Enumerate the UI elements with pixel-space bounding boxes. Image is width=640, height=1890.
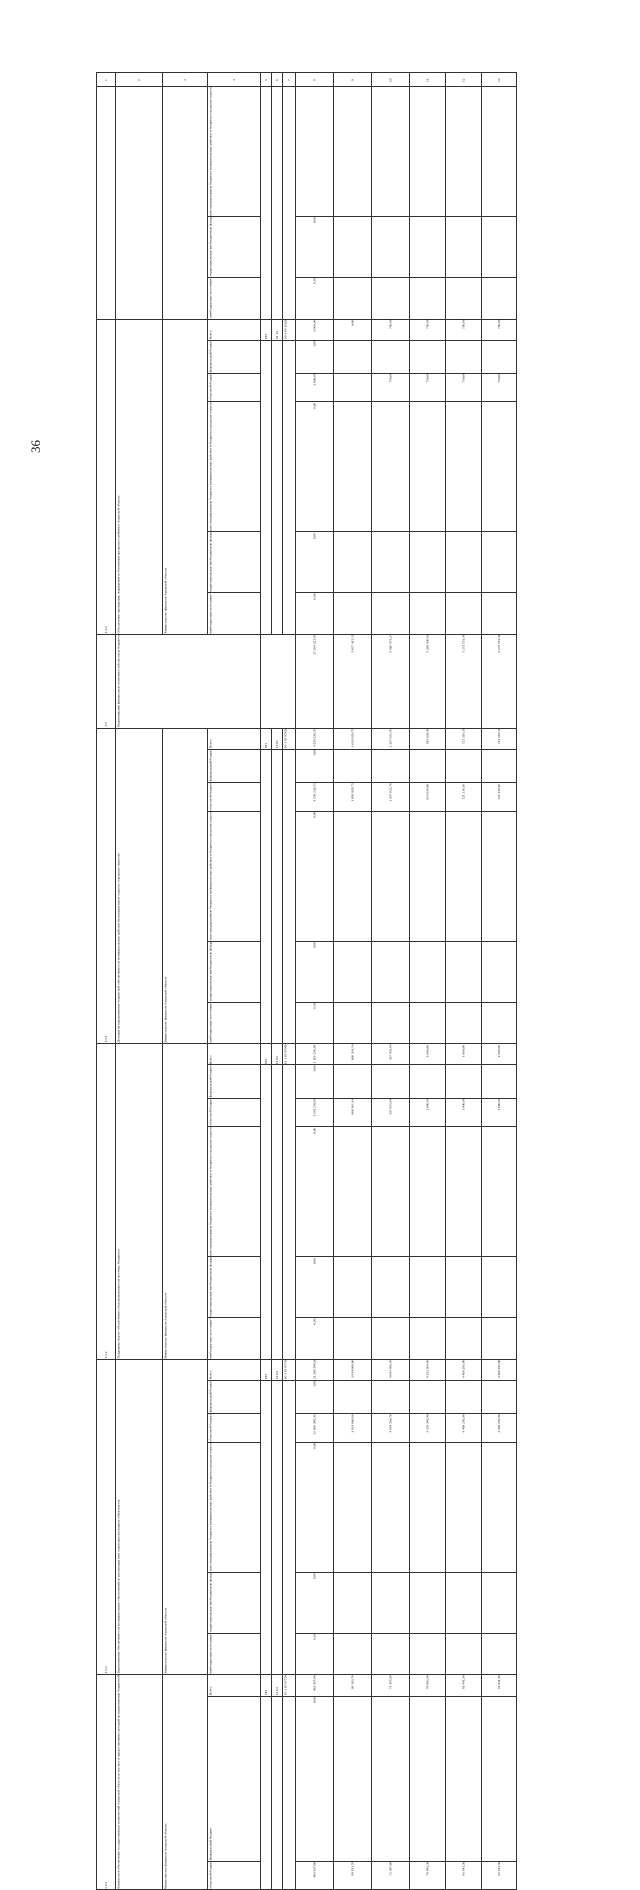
- amount-cell: [446, 340, 482, 373]
- amount-cell: [372, 532, 410, 593]
- funding-source-cell: территориальные внебюджетные фонды: [208, 532, 261, 593]
- funding-row: [97, 1359, 517, 1380]
- amount-cell: [446, 1380, 482, 1413]
- amount-cell: [446, 1696, 482, 1861]
- amount-cell: [334, 1442, 372, 1572]
- budget-table-body: [97, 73, 517, 1890]
- amount-cell: 0,00: [296, 593, 334, 635]
- amount-cell: [482, 277, 517, 319]
- funding-source-cell: территориальные внебюджетные фонды: [208, 1257, 261, 1318]
- rzpr-cell: [272, 1696, 283, 1890]
- amount-cell: 4 094 506,70: [372, 1414, 410, 1443]
- amount-cell: 0,00: [296, 811, 334, 941]
- amount-cell: [334, 1696, 372, 1861]
- rzpr-cell: [272, 749, 283, 1043]
- amount-cell: [334, 593, 372, 635]
- amount-cell: [446, 1065, 482, 1098]
- header-number-cell: 11: [410, 73, 446, 87]
- measure-number-cell: 1.5.3: [97, 1359, 116, 1675]
- amount-cell: [482, 1002, 517, 1044]
- funding-source-cell: внебюджетные источники*: [208, 1633, 261, 1675]
- funding-source-cell: внебюджетные источники*: [208, 277, 261, 319]
- amount-cell: 78 983,30: [410, 1675, 446, 1696]
- amount-cell: 1 000,00: [482, 1044, 517, 1065]
- amount-cell: 81 941,50: [446, 1675, 482, 1696]
- amount-cell: 3 000,00: [296, 319, 334, 340]
- amount-cell: 721 318,10: [446, 783, 482, 812]
- amount-cell: [334, 532, 372, 593]
- amount-cell: 4 469 291,80: [482, 1414, 517, 1443]
- amount-cell: [446, 1127, 482, 1257]
- amount-cell: 0,00: [296, 1257, 334, 1318]
- amount-cell: 3 814 000,60: [334, 1414, 372, 1443]
- amount-cell: [446, 1318, 482, 1360]
- funding-source-cell: Всего: [208, 728, 261, 749]
- csr-cell: 10 1 05 87720: [283, 1675, 296, 1696]
- amount-cell: [372, 402, 410, 532]
- measure-number-cell: 1.5.2: [97, 1044, 116, 1360]
- amount-cell: 4 094 506,70: [372, 1359, 410, 1380]
- funding-source-cell: областной бюджет: [208, 1414, 261, 1443]
- amount-cell: 3 814 000,60: [334, 1359, 372, 1380]
- amount-cell: 1 000,00: [446, 1098, 482, 1127]
- amount-cell: 0,00: [296, 1442, 334, 1572]
- amount-cell: [446, 593, 482, 635]
- amount-cell: 750,00: [372, 373, 410, 402]
- measure-name-cell: Финансовое обеспечение государственных полномочий Амурской области по расчету и предоставлению дотаций на выравнивание бюджетной: [116, 1675, 163, 1890]
- amount-cell: [334, 373, 372, 402]
- amount-cell: [334, 277, 372, 319]
- amount-cell: 1 093 929,75: [334, 728, 372, 749]
- funding-row: [97, 319, 517, 340]
- amount-cell: 750,00: [372, 319, 410, 340]
- amount-cell: 4 469 291,80: [446, 1359, 482, 1380]
- amount-cell: 4 469 291,80: [446, 1414, 482, 1443]
- amount-cell: [446, 1633, 482, 1675]
- amount-cell: 5 273 551,40: [482, 634, 517, 728]
- funding-source-cell: Всего: [208, 319, 261, 340]
- amount-cell: [334, 1002, 372, 1044]
- amount-cell: [482, 1380, 517, 1413]
- csr-cell: 10 1 05 87710: [283, 1359, 296, 1380]
- header-number-cell: 7: [283, 73, 296, 87]
- amount-cell: 0,00: [334, 319, 372, 340]
- amount-cell: 4 469 291,80: [482, 1359, 517, 1380]
- amount-cell: 1 000,00: [482, 1098, 517, 1127]
- amount-cell: [410, 1380, 446, 1413]
- amount-cell: 4 353 308,40: [410, 1414, 446, 1443]
- amount-cell: [446, 1257, 482, 1318]
- executor-cell: Министерство финансов Амурской области: [163, 319, 208, 634]
- funding-source-cell: областной бюджет: [208, 1098, 261, 1127]
- funding-source-cell: областной бюджет: [208, 373, 261, 402]
- header-number-cell: 6: [272, 73, 283, 87]
- grbs-cell: 015: [261, 728, 272, 749]
- rzpr-cell: 01 13: [272, 319, 283, 340]
- amount-cell: [334, 1065, 372, 1098]
- amount-cell: [372, 1633, 410, 1675]
- amount-cell: [482, 402, 517, 532]
- funding-source-cell: областной бюджет: [208, 783, 261, 812]
- funding-source-cell: Всего: [208, 1044, 261, 1065]
- amount-cell: [482, 1065, 517, 1098]
- amount-cell: [372, 941, 410, 1002]
- amount-cell: 660 301,14: [334, 1044, 372, 1065]
- amount-cell: [446, 749, 482, 782]
- amount-cell: [410, 1696, 446, 1861]
- amount-cell: [410, 216, 446, 277]
- amount-cell: 0,00: [296, 1696, 334, 1861]
- continuation-row: [97, 87, 517, 217]
- amount-cell: [296, 87, 334, 217]
- rzpr-cell: 14 01: [272, 728, 283, 749]
- amount-cell: 0,00: [296, 216, 334, 277]
- amount-cell: [482, 87, 517, 217]
- amount-cell: 81 941,50: [482, 1861, 517, 1890]
- amount-cell: 437 955,84: [372, 1044, 410, 1065]
- executor-cell: Министерство финансов Амурской области: [163, 1044, 208, 1360]
- csr-cell: [283, 87, 296, 320]
- amount-cell: 21 200 399,30: [296, 1414, 334, 1443]
- grbs-cell: [261, 1380, 272, 1674]
- amount-cell: 0,00: [296, 1002, 334, 1044]
- amount-cell: 5 288 930,60: [410, 634, 446, 728]
- csr-cell: 10 1 05 87020: [283, 728, 296, 749]
- amount-cell: [372, 277, 410, 319]
- measure-number-cell: 1.4.2: [97, 319, 116, 634]
- grbs-cell: 015: [261, 1359, 272, 1380]
- header-number-cell: 5: [261, 73, 272, 87]
- amount-cell: [410, 1257, 446, 1318]
- funding-source-cell: территориальные внебюджетные фонды: [208, 1572, 261, 1633]
- amount-cell: [334, 87, 372, 217]
- amount-cell: [482, 811, 517, 941]
- amount-cell: 27 264 323,83: [296, 634, 334, 728]
- amount-cell: [334, 1572, 372, 1633]
- amount-cell: 71 387,00: [372, 1675, 410, 1696]
- rzpr-cell: [272, 87, 283, 320]
- amount-cell: 0,00: [296, 277, 334, 319]
- amount-cell: 71 387,00: [372, 1861, 410, 1890]
- section-summary-row: [97, 634, 517, 728]
- amount-cell: [372, 1318, 410, 1360]
- header-number-cell: 1: [97, 73, 116, 87]
- amount-cell: [410, 532, 446, 593]
- rzpr-cell: 14 03: [272, 1359, 283, 1380]
- amount-cell: 5 657 415,19: [334, 634, 372, 728]
- amount-cell: [482, 749, 517, 782]
- amount-cell: 4 353 308,40: [410, 1359, 446, 1380]
- funding-row: [97, 1044, 517, 1065]
- amount-cell: [410, 402, 446, 532]
- rzpr-cell: 14 02: [272, 1044, 283, 1065]
- executor-cell: Министерство финансов Амурской области: [163, 1359, 208, 1675]
- continuation-name-cell: [116, 87, 163, 320]
- amount-cell: 0,00: [296, 1380, 334, 1413]
- amount-cell: [334, 749, 372, 782]
- amount-cell: 1 207 025,70: [372, 728, 410, 749]
- grbs-cell: 015: [261, 1675, 272, 1696]
- amount-cell: [446, 402, 482, 532]
- funding-source-cell: консолидированные бюджеты муниципальных районов и бюджеты городских округов: [208, 87, 261, 217]
- amount-cell: [372, 340, 410, 373]
- amount-cell: [410, 1572, 446, 1633]
- funding-source-cell: внебюджетные источники*: [208, 1002, 261, 1044]
- amount-cell: [372, 1002, 410, 1044]
- measure-number-cell: 1.5.1: [97, 728, 116, 1044]
- amount-cell: [372, 1696, 410, 1861]
- amount-cell: 0,00: [296, 1633, 334, 1675]
- amount-cell: 3 000,00: [296, 373, 334, 402]
- measure-name-cell: Дотация на выравнивание бюджетной обеспеченности муниципальных районов (муниципальных округов, городских округов): [116, 728, 163, 1044]
- amount-cell: 750,00: [482, 319, 517, 340]
- amount-cell: 0,00: [296, 1318, 334, 1360]
- csr-cell: [283, 1380, 296, 1674]
- amount-cell: [482, 941, 517, 1002]
- csr-cell: [283, 1696, 296, 1890]
- header-number-cell: 2: [116, 73, 163, 87]
- amount-cell: [372, 1065, 410, 1098]
- grbs-cell: 015: [261, 1044, 272, 1065]
- amount-cell: [482, 532, 517, 593]
- amount-cell: [482, 1318, 517, 1360]
- funding-source-cell: Всего: [208, 1359, 261, 1380]
- amount-cell: 750,00: [410, 373, 446, 402]
- amount-cell: [482, 1696, 517, 1861]
- amount-cell: 0,00: [296, 402, 334, 532]
- amount-cell: [446, 941, 482, 1002]
- measure-name-cell: Поддержка мер по обеспечению сбалансированности местных бюджетов: [116, 1044, 163, 1360]
- grbs-cell: [261, 87, 272, 320]
- measure-name-cell: Выравнивание обеспеченности муниципальных образований по реализации ими отдельных расходных обязательств: [116, 1359, 163, 1675]
- amount-cell: 4 559 236,55: [296, 728, 334, 749]
- amount-cell: 1 207 025,70: [372, 783, 410, 812]
- amount-cell: 1 000,00: [446, 1044, 482, 1065]
- amount-cell: [334, 340, 372, 373]
- amount-cell: [482, 340, 517, 373]
- csr-cell: 10 1 05 87040: [283, 1044, 296, 1065]
- amount-cell: [334, 941, 372, 1002]
- rzpr-cell: [272, 1065, 283, 1359]
- csr-cell: [283, 340, 296, 634]
- amount-cell: 1 000,00: [410, 1044, 446, 1065]
- amount-cell: [482, 1127, 517, 1257]
- amount-cell: [482, 1257, 517, 1318]
- funding-source-cell: областной бюджет: [208, 1861, 261, 1890]
- amount-cell: 5 810 873,24: [372, 634, 410, 728]
- header-number-cell: 10: [372, 73, 410, 87]
- amount-cell: [446, 1442, 482, 1572]
- amount-cell: 0,00: [296, 1572, 334, 1633]
- section-name-cell: Выравнивание финансовых возможностей местных бюджетов: [116, 634, 261, 728]
- amount-cell: [410, 749, 446, 782]
- amount-cell: 721 318,10: [482, 783, 517, 812]
- amount-cell: [446, 1002, 482, 1044]
- section-number-cell: 1.5: [97, 634, 116, 728]
- amount-cell: 750,00: [446, 373, 482, 402]
- amount-cell: 0,00: [296, 1065, 334, 1098]
- grbs-cell: [261, 749, 272, 1043]
- funding-source-cell: федеральный бюджет: [208, 1065, 261, 1098]
- amount-cell: [372, 1380, 410, 1413]
- grbs-cell: [261, 340, 272, 634]
- amount-cell: [446, 1572, 482, 1633]
- amount-cell: [410, 1002, 446, 1044]
- funding-source-cell: федеральный бюджет: [208, 1696, 261, 1861]
- amount-cell: 89 183,70: [334, 1861, 372, 1890]
- amount-cell: [446, 532, 482, 593]
- grbs-cell: 015: [261, 319, 272, 340]
- amount-cell: [334, 1127, 372, 1257]
- funding-source-cell: федеральный бюджет: [208, 749, 261, 782]
- funding-source-cell: внебюджетные источники*: [208, 593, 261, 635]
- header-number-cell: 12: [446, 73, 482, 87]
- amount-cell: 1 000,00: [410, 1098, 446, 1127]
- amount-cell: [372, 593, 410, 635]
- amount-cell: [410, 1442, 446, 1572]
- amount-cell: 403 437,00: [296, 1675, 334, 1696]
- funding-source-cell: Всего: [208, 1675, 261, 1696]
- amount-cell: 721 318,10: [482, 728, 517, 749]
- amount-cell: 750,00: [482, 373, 517, 402]
- amount-cell: 81 941,50: [482, 1675, 517, 1696]
- header-number-cell: 8: [296, 73, 334, 87]
- amount-cell: 0,00: [296, 532, 334, 593]
- amount-cell: [334, 402, 372, 532]
- rzpr-cell: 14 03: [272, 1675, 283, 1696]
- amount-cell: 750,00: [410, 319, 446, 340]
- grbs-cell: [261, 1696, 272, 1890]
- amount-cell: 5 273 551,40: [446, 634, 482, 728]
- amount-cell: [372, 1257, 410, 1318]
- funding-source-cell: консолидированные бюджеты муниципальных районов и бюджеты городских округов: [208, 811, 261, 941]
- amount-cell: 815 638,90: [410, 783, 446, 812]
- page-number: 36: [28, 440, 43, 453]
- funding-source-cell: федеральный бюджет: [208, 1380, 261, 1413]
- amount-cell: [372, 811, 410, 941]
- funding-source-cell: внебюджетные источники*: [208, 1318, 261, 1360]
- amount-cell: 403 437,00: [296, 1861, 334, 1890]
- continuation-executor-cell: [163, 87, 208, 320]
- rzpr-cell: [272, 1380, 283, 1674]
- header-number-cell: 9: [334, 73, 372, 87]
- amount-cell: [410, 593, 446, 635]
- amount-cell: 1 101 256,98: [296, 1044, 334, 1065]
- amount-cell: 437 955,84: [372, 1098, 410, 1127]
- amount-cell: [410, 941, 446, 1002]
- amount-cell: 21 200 399,30: [296, 1359, 334, 1380]
- amount-cell: 750,00: [446, 319, 482, 340]
- header-number-cell: 3: [163, 73, 208, 87]
- continuation-num-cell: [97, 87, 116, 320]
- amount-cell: [410, 277, 446, 319]
- header-number-cell: 13: [482, 73, 517, 87]
- executor-cell: Министерство финансов Амурской области: [163, 728, 208, 1044]
- measure-name-cell: Обеспечение проведения, подведения и обновления кредитного рейтинга Амурской области: [116, 319, 163, 634]
- amount-cell: [410, 1065, 446, 1098]
- amount-cell: 0,00: [296, 749, 334, 782]
- amount-cell: [334, 1380, 372, 1413]
- amount-cell: [446, 87, 482, 217]
- amount-cell: 89 183,70: [334, 1675, 372, 1696]
- amount-cell: [334, 216, 372, 277]
- amount-cell: 1 093 929,75: [334, 783, 372, 812]
- funding-source-cell: консолидированные бюджеты муниципальных районов и бюджеты городских округов: [208, 1442, 261, 1572]
- amount-cell: 660 301,14: [334, 1098, 372, 1127]
- amount-cell: [446, 277, 482, 319]
- amount-cell: 4 559 236,55: [296, 783, 334, 812]
- amount-cell: [334, 1257, 372, 1318]
- amount-cell: 81 941,50: [446, 1861, 482, 1890]
- amount-cell: [410, 1127, 446, 1257]
- funding-row: [97, 1675, 517, 1696]
- csr-cell: [283, 1065, 296, 1359]
- amount-cell: [482, 1633, 517, 1675]
- executor-cell: Министерство финансов Амурской области: [163, 1675, 208, 1890]
- amount-cell: [482, 593, 517, 635]
- amount-cell: [446, 216, 482, 277]
- amount-cell: 0,00: [296, 1127, 334, 1257]
- funding-source-cell: территориальные внебюджетные фонды: [208, 941, 261, 1002]
- measure-number-cell: 1.5.4: [97, 1675, 116, 1890]
- amount-cell: [334, 1633, 372, 1675]
- amount-cell: [372, 216, 410, 277]
- amount-cell: [482, 1442, 517, 1572]
- funding-source-cell: консолидированные бюджеты муниципальных районов и бюджеты городских округов: [208, 1127, 261, 1257]
- amount-cell: [482, 216, 517, 277]
- amount-cell: [482, 1572, 517, 1633]
- csr-cell: [283, 749, 296, 1043]
- amount-cell: 721 318,10: [446, 728, 482, 749]
- budget-table: [96, 72, 517, 1890]
- amount-cell: 815 638,90: [410, 728, 446, 749]
- header-numbers-row: [97, 73, 517, 87]
- amount-cell: 78 983,30: [410, 1861, 446, 1890]
- amount-cell: [410, 811, 446, 941]
- amount-cell: [372, 1127, 410, 1257]
- amount-cell: 1 101 256,98: [296, 1098, 334, 1127]
- amount-cell: [372, 87, 410, 217]
- amount-cell: [372, 1442, 410, 1572]
- header-number-cell: 4: [208, 73, 261, 87]
- code-spacer-cell: [261, 634, 296, 728]
- funding-source-cell: консолидированные бюджеты муниципальных районов и бюджеты городских округов: [208, 402, 261, 532]
- funding-source-cell: федеральный бюджет: [208, 340, 261, 373]
- funding-source-cell: территориальные внебюджетные фонды: [208, 216, 261, 277]
- amount-cell: [372, 749, 410, 782]
- amount-cell: [410, 1318, 446, 1360]
- rzpr-cell: [272, 340, 283, 634]
- amount-cell: [334, 811, 372, 941]
- amount-cell: [334, 1318, 372, 1360]
- amount-cell: [410, 87, 446, 217]
- amount-cell: [410, 1633, 446, 1675]
- amount-cell: 0,00: [296, 941, 334, 1002]
- grbs-cell: [261, 1065, 272, 1359]
- amount-cell: [372, 1572, 410, 1633]
- amount-cell: [446, 811, 482, 941]
- amount-cell: [410, 340, 446, 373]
- amount-cell: 0,00: [296, 340, 334, 373]
- csr-cell: 10 1 04 11620: [283, 319, 296, 340]
- funding-row: [97, 728, 517, 749]
